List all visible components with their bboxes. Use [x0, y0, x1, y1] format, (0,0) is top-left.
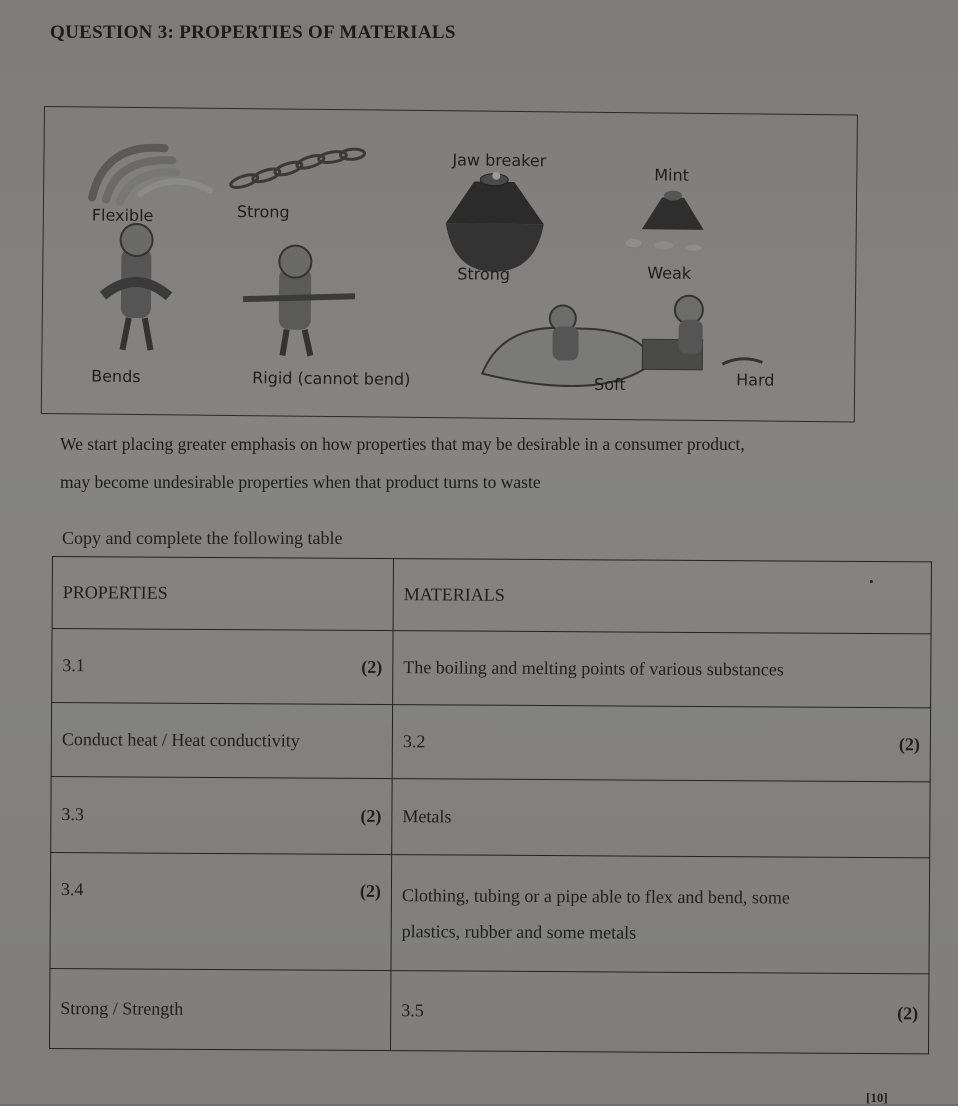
properties-figure	[41, 106, 858, 423]
row4-property-marks: (2)	[359, 880, 382, 902]
table-header-row	[52, 557, 931, 634]
page-total-marks: [10]	[866, 1090, 888, 1105]
rigid-cartoon-image	[242, 245, 355, 356]
label-rigid: Rigid (cannot bend)	[252, 368, 411, 389]
label-weak: Weak	[647, 263, 692, 283]
row1-property: 3.1	[62, 655, 85, 676]
row2-material-marks: (2)	[898, 734, 920, 755]
intro-line-2: may become undesirable properties when that product turns to waste	[60, 472, 541, 492]
row3-material-cell	[392, 779, 930, 858]
label-mint: Mint	[654, 165, 690, 185]
table-row	[52, 629, 931, 708]
row2-material-cell	[392, 705, 930, 782]
row5-property: Strong / Strength	[60, 998, 184, 1019]
question-heading: QUESTION 3: PROPERTIES OF MATERIALS	[50, 22, 456, 43]
row3-material: Metals	[402, 806, 452, 827]
row4-property: 3.4	[60, 879, 84, 900]
label-soft: Soft	[594, 374, 626, 395]
label-bends: Bends	[91, 366, 141, 387]
label-hard: Hard	[736, 370, 775, 390]
mint-image	[626, 190, 705, 251]
row1-material-cell	[393, 631, 931, 708]
label-strong-chain: Strong	[236, 202, 290, 222]
table-row	[51, 776, 930, 857]
intro-line-1: We start placing greater emphasis on how properties that may be desirable in a consumer product,	[60, 434, 745, 454]
label-strong-jaw: Strong	[457, 264, 511, 284]
row4-material-cell	[391, 855, 930, 974]
row1-property-cell	[52, 629, 393, 705]
row2-property-cell	[51, 703, 392, 779]
table-instruction: Copy and complete the following table	[62, 528, 343, 548]
header-materials-text: MATERIALS	[403, 584, 505, 605]
bending-cartoon-image	[102, 224, 169, 351]
row4-material-line1: Clothing, tubing or a pipe able to flex and bend, some	[401, 884, 790, 908]
chain-image	[229, 147, 365, 192]
row1-material: The boiling and melting points of various substances	[403, 657, 784, 680]
row4-property-cell	[50, 852, 392, 970]
header-properties-text: PROPERTIES	[62, 582, 168, 603]
row3-property: 3.3	[61, 804, 84, 825]
table-row	[50, 852, 930, 973]
row5-property-cell	[49, 968, 390, 1050]
row5-material: 3.5	[401, 1000, 424, 1021]
header-properties	[52, 557, 393, 631]
dot-mark	[870, 580, 873, 583]
row1-property-marks: (2)	[361, 656, 383, 678]
hard-cartoon-image	[642, 295, 763, 370]
figure-illustrations	[42, 107, 857, 421]
row2-property: Conduct heat / Heat conductivity	[61, 729, 300, 751]
row4-material-line2: plastics, rubber and some metals	[401, 920, 637, 943]
row3-property-marks: (2)	[360, 805, 382, 827]
header-materials	[393, 559, 931, 634]
table-row	[49, 968, 928, 1053]
flexible-strips-image	[92, 147, 211, 203]
row5-material-marks: (2)	[897, 1003, 919, 1024]
row2-material: 3.2	[402, 731, 426, 752]
row5-material-cell	[390, 971, 928, 1054]
label-flexible: Flexible	[91, 205, 154, 226]
row3-property-cell	[51, 776, 392, 854]
jaw-breaker-image	[445, 171, 544, 272]
table-row	[51, 703, 930, 782]
soft-pillow-cartoon-image	[482, 305, 653, 387]
properties-table	[49, 556, 932, 1054]
label-jaw-breaker: Jaw breaker	[452, 150, 547, 171]
